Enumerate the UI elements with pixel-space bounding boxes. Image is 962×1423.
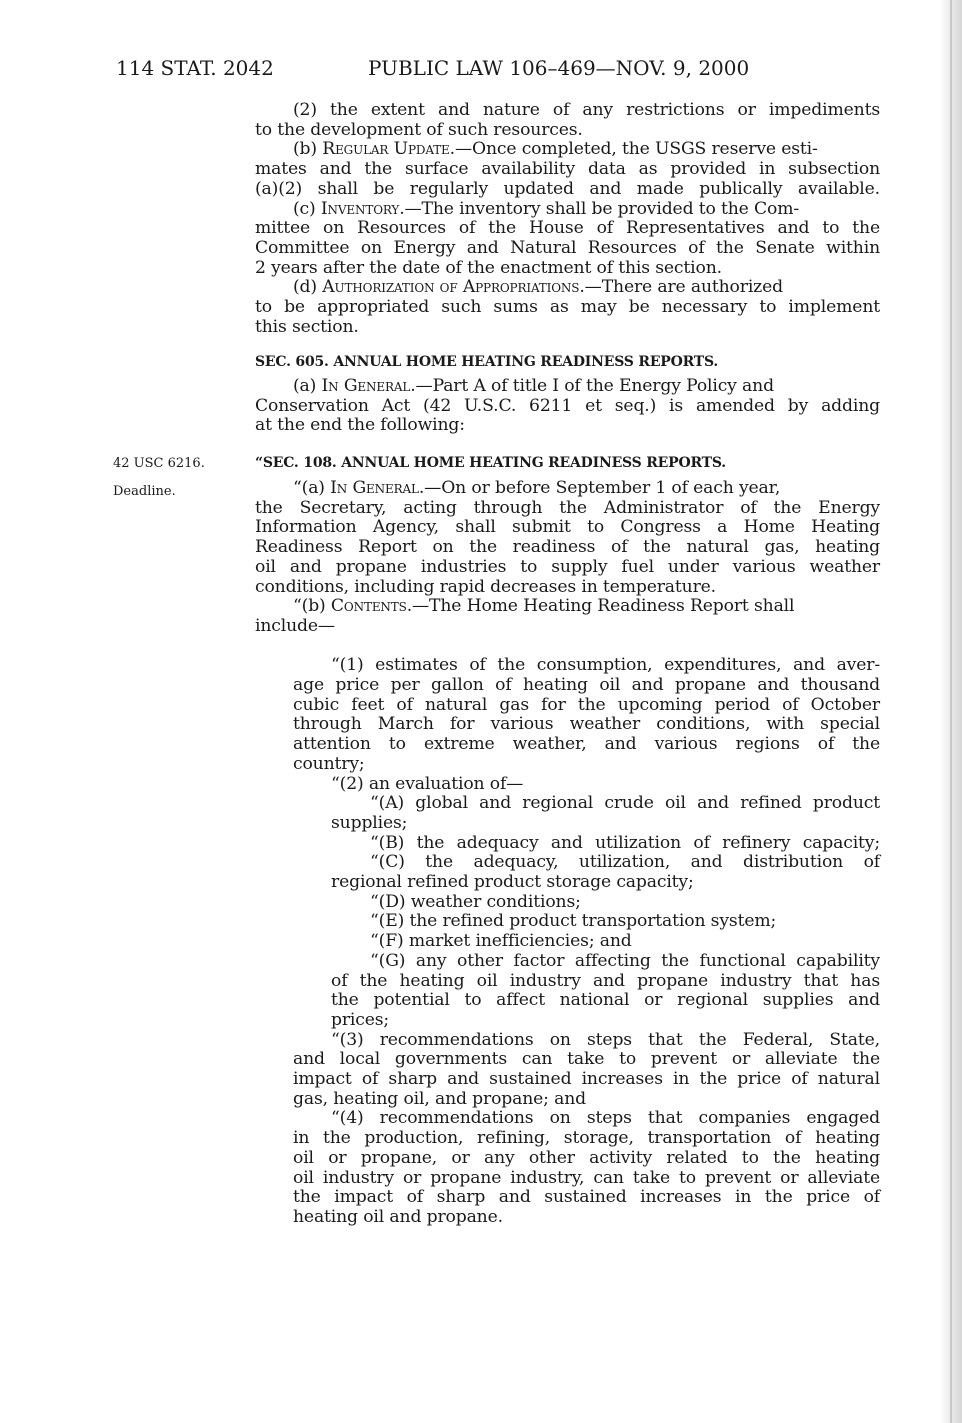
text-line: through March for various weather conditions, with special: [293, 714, 880, 735]
text-line: “(D) weather conditions;: [370, 891, 581, 912]
text-line: cubic feet of natural gas for the upcoming period of October: [293, 694, 880, 715]
text-line: gas, heating oil, and propane; and: [293, 1088, 587, 1109]
text-line: country;: [293, 753, 365, 774]
paragraph-a-line: [293, 377, 774, 397]
subsection-heading: Inventory: [320, 198, 400, 219]
text-line: attention to extreme weather, and various regions of the: [293, 734, 880, 755]
text-line: “(G) any other factor affecting the functional capability: [370, 950, 880, 971]
text-line: of the heating oil industry and propane industry that has: [331, 970, 880, 991]
para-label: (a): [293, 376, 322, 396]
inserted-section-heading: “SEC. 108. ANNUAL HOME HEATING READINESS REPORTS.: [255, 455, 726, 471]
text-line: in the production, refining, storage, transportation of heating: [293, 1128, 880, 1149]
text-line: the Secretary, acting through the Administrator of the Energy: [255, 497, 880, 518]
text-line: mittee on Resources of the House of Representatives and to the: [255, 218, 880, 239]
subsection-heading: Contents: [330, 596, 407, 617]
text-line: to the development of such resources.: [255, 119, 583, 140]
subsection-heading: Authorization of Appropriations: [322, 277, 580, 298]
subsection-heading: In General: [330, 478, 419, 498]
public-law-reference: PUBLIC LAW 106–469—NOV. 9, 2000: [368, 56, 750, 80]
section-heading: SEC. 605. ANNUAL HOME HEATING READINESS REPORTS.: [255, 354, 719, 370]
statute-page-reference: 114 STAT. 2042: [116, 56, 274, 80]
margin-note-deadline: Deadline.: [113, 484, 176, 499]
page-edge-line: [950, 0, 952, 1423]
text-line: Information Agency, shall submit to Congress a Home Heating: [255, 517, 880, 538]
para-label: “(b): [293, 596, 331, 617]
text-line: “(4) recommendations on steps that companies engaged: [331, 1108, 880, 1129]
paragraph-b-line: [293, 597, 794, 617]
para-text: .—There are authorized: [579, 277, 783, 298]
para-label: (c): [293, 198, 321, 219]
text-line: include—: [255, 615, 335, 636]
text-line: Committee on Energy and Natural Resources of the Senate within: [255, 237, 880, 258]
para-label: “(a): [293, 478, 331, 498]
text-line: (a)(2) shall be regularly updated and made publically available.: [255, 178, 880, 199]
para-text: .—The inventory shall be provided to the Com-: [399, 198, 800, 219]
text-line: heating oil and propane.: [293, 1206, 503, 1227]
text-line: conditions, including rapid decreases in temperature.: [255, 576, 716, 597]
text-line: Conservation Act (42 U.S.C. 6211 et seq.) is amended by adding: [255, 395, 880, 416]
text-line: Readiness Report on the readiness of the natural gas, heating: [255, 537, 880, 558]
page-header: [116, 56, 876, 84]
para-label: (d): [293, 277, 323, 298]
para-text: .—On or before September 1 of each year,: [418, 478, 781, 498]
subsection-heading: Regular Update: [322, 139, 450, 160]
text-line: “(F) market inefficiencies; and: [370, 931, 632, 952]
para-text: .—Part A of title I of the Energy Policy and: [410, 376, 774, 396]
text-line: “(1) estimates of the consumption, expenditures, and aver-: [331, 655, 880, 676]
paragraph-b-line: [293, 140, 818, 160]
text-line: this section.: [255, 316, 359, 337]
text-line: (2) the extent and nature of any restrictions or impediments: [293, 100, 880, 120]
text-line: “(3) recommendations on steps that the Federal, State,: [331, 1029, 880, 1050]
text-line: oil or propane, or any other activity related to the heating: [293, 1147, 880, 1168]
margin-note-usc-citation: 42 USC 6216.: [113, 456, 205, 471]
paragraph-d-line: [293, 278, 783, 298]
text-line: the impact of sharp and sustained increases in the price of: [293, 1187, 880, 1208]
text-line: oil and propane industries to supply fuel under various weather: [255, 556, 880, 577]
paragraph-a-line: [293, 479, 780, 499]
text-line: age price per gallon of heating oil and propane and thousand: [293, 675, 880, 695]
text-line: “(E) the refined product transportation system;: [370, 911, 777, 932]
text-line: “(B) the adequacy and utilization of refinery capacity;: [370, 832, 880, 853]
text-line: at the end the following:: [255, 415, 465, 436]
text-line: “(A) global and regional crude oil and refined product: [370, 793, 880, 814]
text-line: the potential to affect national or regional supplies and: [331, 990, 880, 1011]
para-text: .—Once completed, the USGS reserve esti-: [449, 139, 818, 160]
text-line: and local governments can take to prevent or alleviate the: [293, 1049, 880, 1070]
text-line: 2 years after the date of the enactment of this section.: [255, 257, 722, 278]
text-line: prices;: [331, 1009, 390, 1030]
text-line: to be appropriated such sums as may be necessary to implement: [255, 297, 880, 317]
text-line: supplies;: [331, 812, 408, 833]
subsection-heading: In General: [321, 376, 411, 396]
text-line: oil industry or propane industry, can take to prevent or alleviate: [293, 1167, 880, 1188]
paragraph-c-line: [293, 200, 799, 220]
para-text: .—The Home Heating Readiness Report shall: [406, 596, 795, 617]
text-line: mates and the surface availability data as provided in subsection: [255, 159, 880, 180]
text-line: regional refined product storage capacity;: [331, 872, 694, 892]
text-line: “(2) an evaluation of—: [331, 773, 524, 794]
text-line: “(C) the adequacy, utilization, and distribution of: [370, 852, 880, 873]
para-label: (b): [293, 139, 323, 160]
text-line: impact of sharp and sustained increases in the price of natural: [293, 1069, 880, 1089]
